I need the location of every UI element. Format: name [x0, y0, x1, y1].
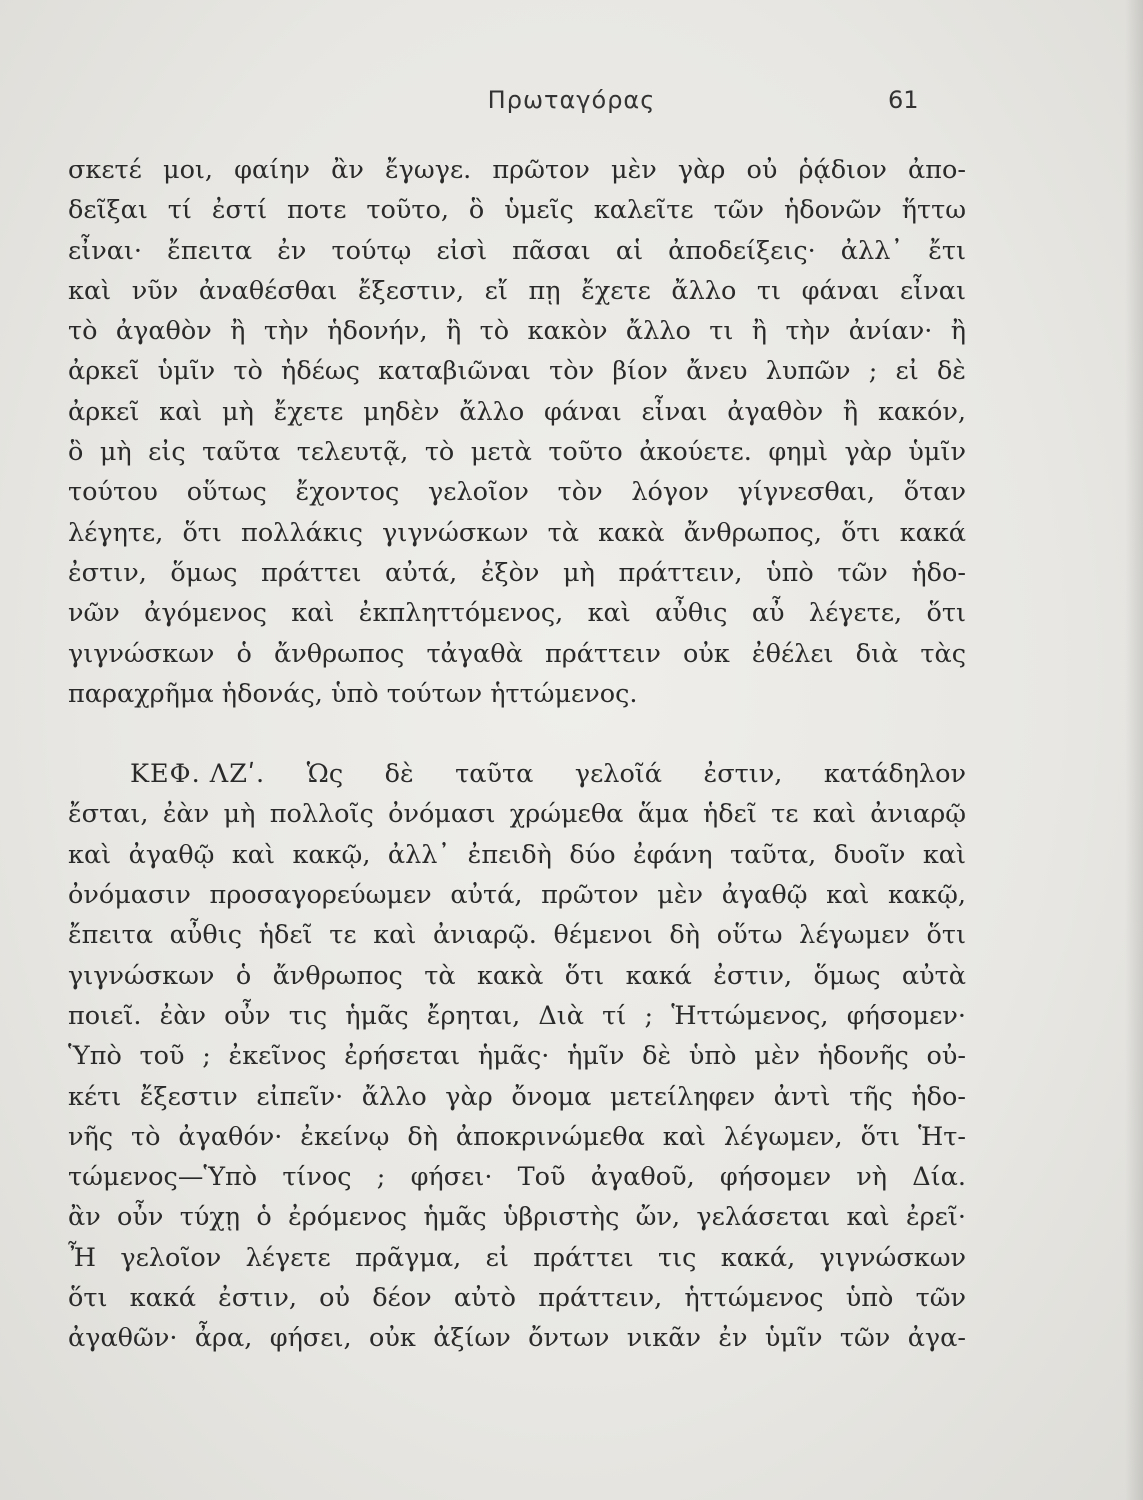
- text-line: ἀγαθῶν· ἆρα, φήσει, οὐκ ἀξίων ὄντων νικᾶν ἐν ὑμῖν τῶν ἀγα-: [68, 1323, 966, 1354]
- text-line: ποιεῖ. ἐὰν οὖν τις ἡμᾶς ἔρηται, Διὰ τί ; Ἡττώμενος, φήσομεν·: [68, 1000, 966, 1031]
- text-line: ὀνόμασιν προσαγορεύωμεν αὐτά, πρῶτον μὲν ἀγαθῷ καὶ κακῷ,: [68, 880, 966, 911]
- paragraph-2: [68, 754, 966, 1358]
- text-line: εἶναι· ἔπειτα ἐν τούτῳ εἰσὶ πᾶσαι αἱ ἀποδείξεις· ἀλλ᾽ ἔτι: [68, 235, 966, 266]
- text-line: νῆς τὸ ἀγαθόν· ἐκείνῳ δὴ ἀποκρινώμεθα καὶ λέγωμεν, ὅτι Ἡτ-: [68, 1121, 966, 1152]
- text-line: ἀρκεῖ ὑμῖν τὸ ἡδέως καταβιῶναι τὸν βίον ἄνευ λυπῶν ; εἰ δὲ: [68, 356, 966, 387]
- page-number: 61: [888, 86, 919, 114]
- chapter-heading: ΚΕΦ. ΛΖʹ.: [130, 759, 266, 790]
- text-line: τώμενος—Ὑπὸ τίνος ; φήσει· Τοῦ ἀγαθοῦ, φήσομεν νὴ Δία.: [68, 1162, 966, 1193]
- text-line: τὸ ἀγαθὸν ἢ τὴν ἡδονήν, ἢ τὸ κακὸν ἄλλο τι ἢ τὴν ἀνίαν· ἢ: [68, 316, 966, 347]
- chapter-first-line: [68, 754, 966, 794]
- text-line: γιγνώσκων ὁ ἄνθρωπος τἀγαθὰ πράττειν οὐκ ἐθέλει διὰ τὰς: [68, 638, 966, 669]
- text-line: ἔπειτα αὖθις ἡδεῖ τε καὶ ἀνιαρῷ. θέμενοι δὴ οὕτω λέγωμεν ὅτι: [68, 920, 966, 951]
- page-edge-shadow: [1125, 0, 1143, 1500]
- text-line: ἂν οὖν τύχῃ ὁ ἐρόμενος ἡμᾶς ὑβριστὴς ὤν, γελάσεται καὶ ἐρεῖ·: [68, 1202, 966, 1233]
- text-line: δεῖξαι τί ἐστί ποτε τοῦτο, ὃ ὑμεῖς καλεῖτε τῶν ἡδονῶν ἥττω: [68, 195, 966, 226]
- text-line: ὃ μὴ εἰς ταῦτα τελευτᾷ, τὸ μετὰ τοῦτο ἀκούετε. φημὶ γὰρ ὑμῖν: [68, 437, 966, 468]
- text-line: παραχρῆμα ἡδονάς, ὑπὸ τούτων ἡττώμενος.: [68, 678, 638, 709]
- text-line: ἔσται, ἐὰν μὴ πολλοῖς ὀνόμασι χρώμεθα ἅμα ἡδεῖ τε καὶ ἀνιαρῷ: [68, 799, 966, 830]
- paragraph-gap: [68, 714, 966, 754]
- text-line: ἀρκεῖ καὶ μὴ ἔχετε μηδὲν ἄλλο φάναι εἶναι ἀγαθὸν ἢ κακόν,: [68, 396, 966, 427]
- text-line: καὶ νῦν ἀναθέσθαι ἔξεστιν, εἴ πῃ ἔχετε ἄλλο τι φάναι εἶναι: [68, 275, 966, 306]
- text-line: σκετέ μοι, φαίην ἂν ἔγωγε. πρῶτον μὲν γὰρ οὐ ῥᾴδιον ἀπο-: [68, 155, 966, 185]
- body-text: [68, 150, 966, 1359]
- text-line: λέγητε, ὅτι πολλάκις γιγνώσκων τὰ κακὰ ἄνθρωπος, ὅτι κακά: [68, 517, 966, 548]
- paragraph-1: [68, 150, 966, 714]
- text-line: καὶ ἀγαθῷ καὶ κακῷ, ἀλλ᾽ ἐπειδὴ δύο ἐφάνη ταῦτα, δυοῖν καὶ: [68, 839, 966, 870]
- text-line: νῶν ἀγόμενος καὶ ἐκπληττόμενος, καὶ αὖθις αὖ λέγετε, ὅτι: [68, 598, 966, 629]
- text-line: τούτου οὕτως ἔχοντος γελοῖον τὸν λόγον γίγνεσθαι, ὅταν: [68, 477, 966, 508]
- text-line: ἐστιν, ὅμως πράττει αὐτά, ἐξὸν μὴ πράττειν, ὑπὸ τῶν ἡδο-: [68, 557, 966, 588]
- text-line: Ὑπὸ τοῦ ; ἐκεῖνος ἐρήσεται ἡμᾶς· ἡμῖν δὲ ὑπὸ μὲν ἡδονῆς οὐ-: [68, 1041, 966, 1072]
- text-line: Ἦ γελοῖον λέγετε πρᾶγμα, εἰ πράττει τις κακά, γιγνώσκων: [68, 1242, 966, 1273]
- running-title: Πρωταγόρας: [487, 86, 656, 114]
- text-line: ὅτι κακά ἐστιν, οὐ δέον αὐτὸ πράττειν, ἡττώμενος ὑπὸ τῶν: [68, 1283, 966, 1314]
- text-line: κέτι ἔξεστιν εἰπεῖν· ἄλλο γὰρ ὄνομα μετείληφεν ἀντὶ τῆς ἡδο-: [68, 1081, 966, 1112]
- text-line: γιγνώσκων ὁ ἄνθρωπος τὰ κακὰ ὅτι κακά ἐστιν, ὅμως αὐτὰ: [68, 960, 966, 991]
- chapter-first-line-text: Ὡς δὲ ταῦτα γελοῖά ἐστιν, κατάδηλον: [306, 759, 966, 790]
- page-header: [0, 86, 1143, 126]
